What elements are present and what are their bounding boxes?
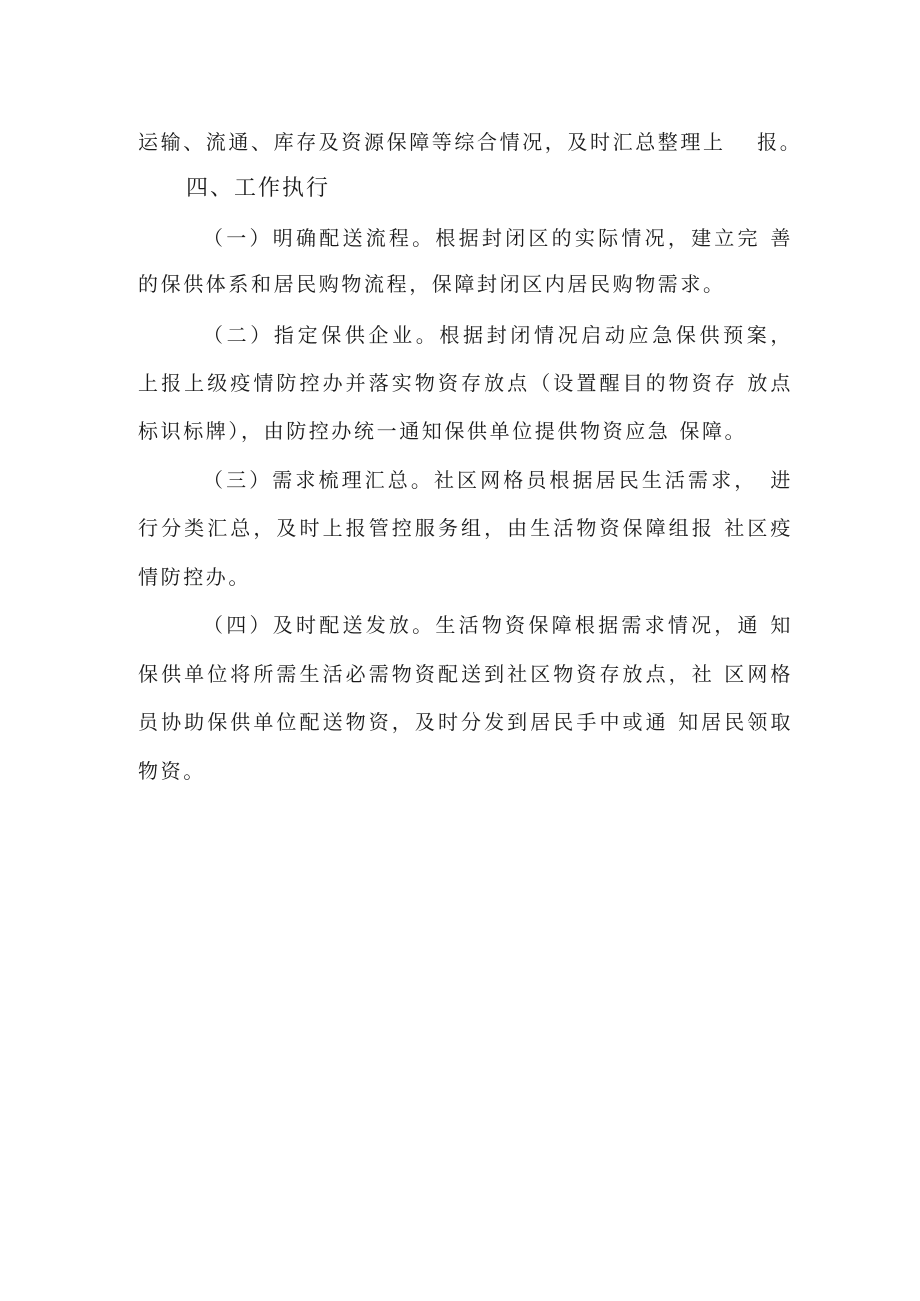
paragraph-1-line-1: （一）明确配送流程。根据封闭区的实际情况，建立完 善 [203,226,793,250]
paragraph-3-line-2: 行分类汇总，及时上报管控服务组，由生活物资保障组报 社区疫 [138,516,793,540]
paragraph-2-line-2: 上报上级疫情防控办并落实物资存放点（设置醒目的物资存 放点 [138,371,793,395]
paragraph-4-line-1: （四）及时配送发放。生活物资保障根据需求情况，通 知 [203,613,793,637]
paragraph-2-line-1: （二）指定保供企业。根据封闭情况启动应急保供预案， [203,323,793,347]
paragraph-3-line-3: 情防控办。 [138,565,251,589]
paragraph-2-line-3: 标识标牌），由防控办统一通知保供单位提供物资应急 保障。 [138,419,748,443]
continuation-line: 运输、流通、库存及资源保障等综合情况，及时汇总整理上 报。 [138,130,803,154]
paragraph-4-line-2: 保供单位将所需生活必需物资配送到社区物资存放点，社 区网格 [138,662,793,686]
paragraph-4-line-3: 员协助保供单位配送物资，及时分发到居民手中或通 知居民领取 [138,710,793,734]
paragraph-3-line-1: （三）需求梳理汇总。社区网格员根据居民生活需求， 进 [203,468,793,492]
section-heading: 四、工作执行 [186,176,331,201]
paragraph-4-line-4: 物资。 [138,759,206,783]
paragraph-1-line-2: 的保供体系和居民购物流程，保障封闭区内居民购物需求。 [138,272,726,296]
